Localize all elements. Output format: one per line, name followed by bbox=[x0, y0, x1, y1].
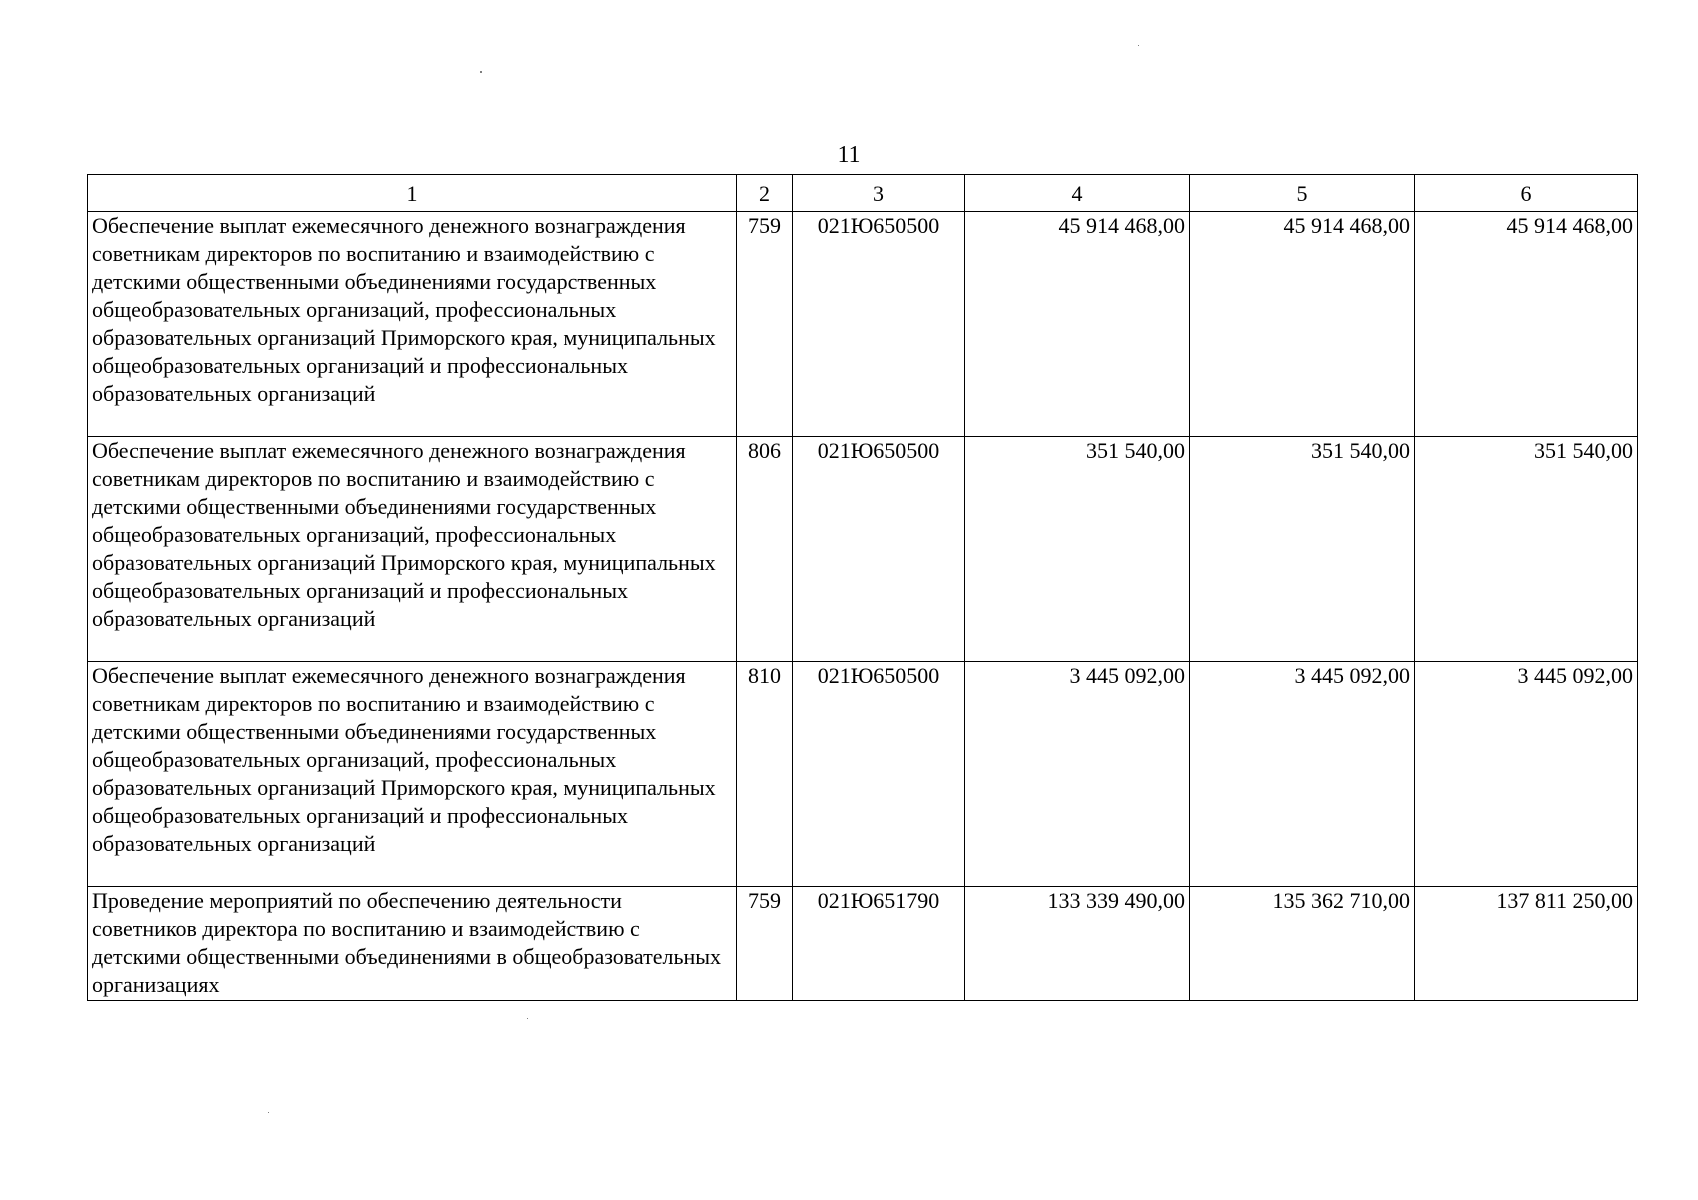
row-kcsr: 021Ю650500 bbox=[793, 212, 965, 437]
row-amount-4: 45 914 468,00 bbox=[965, 212, 1190, 437]
row-code: 810 bbox=[737, 662, 793, 887]
row-name: Обеспечение выплат ежемесячного денежного вознаграждения советникам директоров по воспитанию и взаимодействию с детскими общественными объединениями государственных общеобразовательных организаций, профессиональных образовательных организаций Приморского края, муниципальных общеобразовательных организаций и профессиональных образовательных организаций bbox=[88, 212, 737, 437]
row-code: 806 bbox=[737, 437, 793, 662]
header-col-3: 3 bbox=[793, 175, 965, 212]
row-amount-6: 45 914 468,00 bbox=[1415, 212, 1638, 437]
scan-speck bbox=[527, 1018, 528, 1019]
row-amount-4: 3 445 092,00 bbox=[965, 662, 1190, 887]
header-col-6: 6 bbox=[1415, 175, 1638, 212]
table-row bbox=[88, 887, 1638, 1001]
header-col-5: 5 bbox=[1190, 175, 1415, 212]
row-amount-5: 45 914 468,00 bbox=[1190, 212, 1415, 437]
row-kcsr: 021Ю651790 bbox=[793, 887, 965, 1001]
scan-speck bbox=[480, 71, 482, 73]
row-code: 759 bbox=[737, 887, 793, 1001]
row-kcsr: 021Ю650500 bbox=[793, 437, 965, 662]
header-row bbox=[88, 175, 1638, 212]
scan-speck bbox=[268, 1112, 269, 1113]
row-name: Обеспечение выплат ежемесячного денежного вознаграждения советникам директоров по воспитанию и взаимодействию с детскими общественными объединениями государственных общеобразовательных организаций, профессиональных образовательных организаций Приморского края, муниципальных общеобразовательных организаций и профессиональных образовательных организаций bbox=[88, 662, 737, 887]
budget-table bbox=[87, 174, 1638, 1001]
scan-speck bbox=[1138, 45, 1139, 46]
row-kcsr: 021Ю650500 bbox=[793, 662, 965, 887]
header-col-1: 1 bbox=[88, 175, 737, 212]
table-row bbox=[88, 437, 1638, 662]
row-name: Обеспечение выплат ежемесячного денежного вознаграждения советникам директоров по воспитанию и взаимодействию с детскими общественными объединениями государственных общеобразовательных организаций, профессиональных образовательных организаций Приморского края, муниципальных общеобразовательных организаций и профессиональных образовательных организаций bbox=[88, 437, 737, 662]
row-amount-4: 351 540,00 bbox=[965, 437, 1190, 662]
row-amount-6: 3 445 092,00 bbox=[1415, 662, 1638, 887]
row-code: 759 bbox=[737, 212, 793, 437]
row-amount-5: 135 362 710,00 bbox=[1190, 887, 1415, 1001]
header-col-4: 4 bbox=[965, 175, 1190, 212]
table-row bbox=[88, 662, 1638, 887]
row-amount-6: 351 540,00 bbox=[1415, 437, 1638, 662]
row-amount-5: 351 540,00 bbox=[1190, 437, 1415, 662]
row-name: Проведение мероприятий по обеспечению деятельности советников директора по воспитанию и взаимодействию с детскими общественными объединениями в общеобразовательных организациях bbox=[88, 887, 737, 1001]
page-number: 11 bbox=[837, 142, 861, 168]
row-amount-6: 137 811 250,00 bbox=[1415, 887, 1638, 1001]
header-col-2: 2 bbox=[737, 175, 793, 212]
row-amount-4: 133 339 490,00 bbox=[965, 887, 1190, 1001]
table-row bbox=[88, 212, 1638, 437]
row-amount-5: 3 445 092,00 bbox=[1190, 662, 1415, 887]
